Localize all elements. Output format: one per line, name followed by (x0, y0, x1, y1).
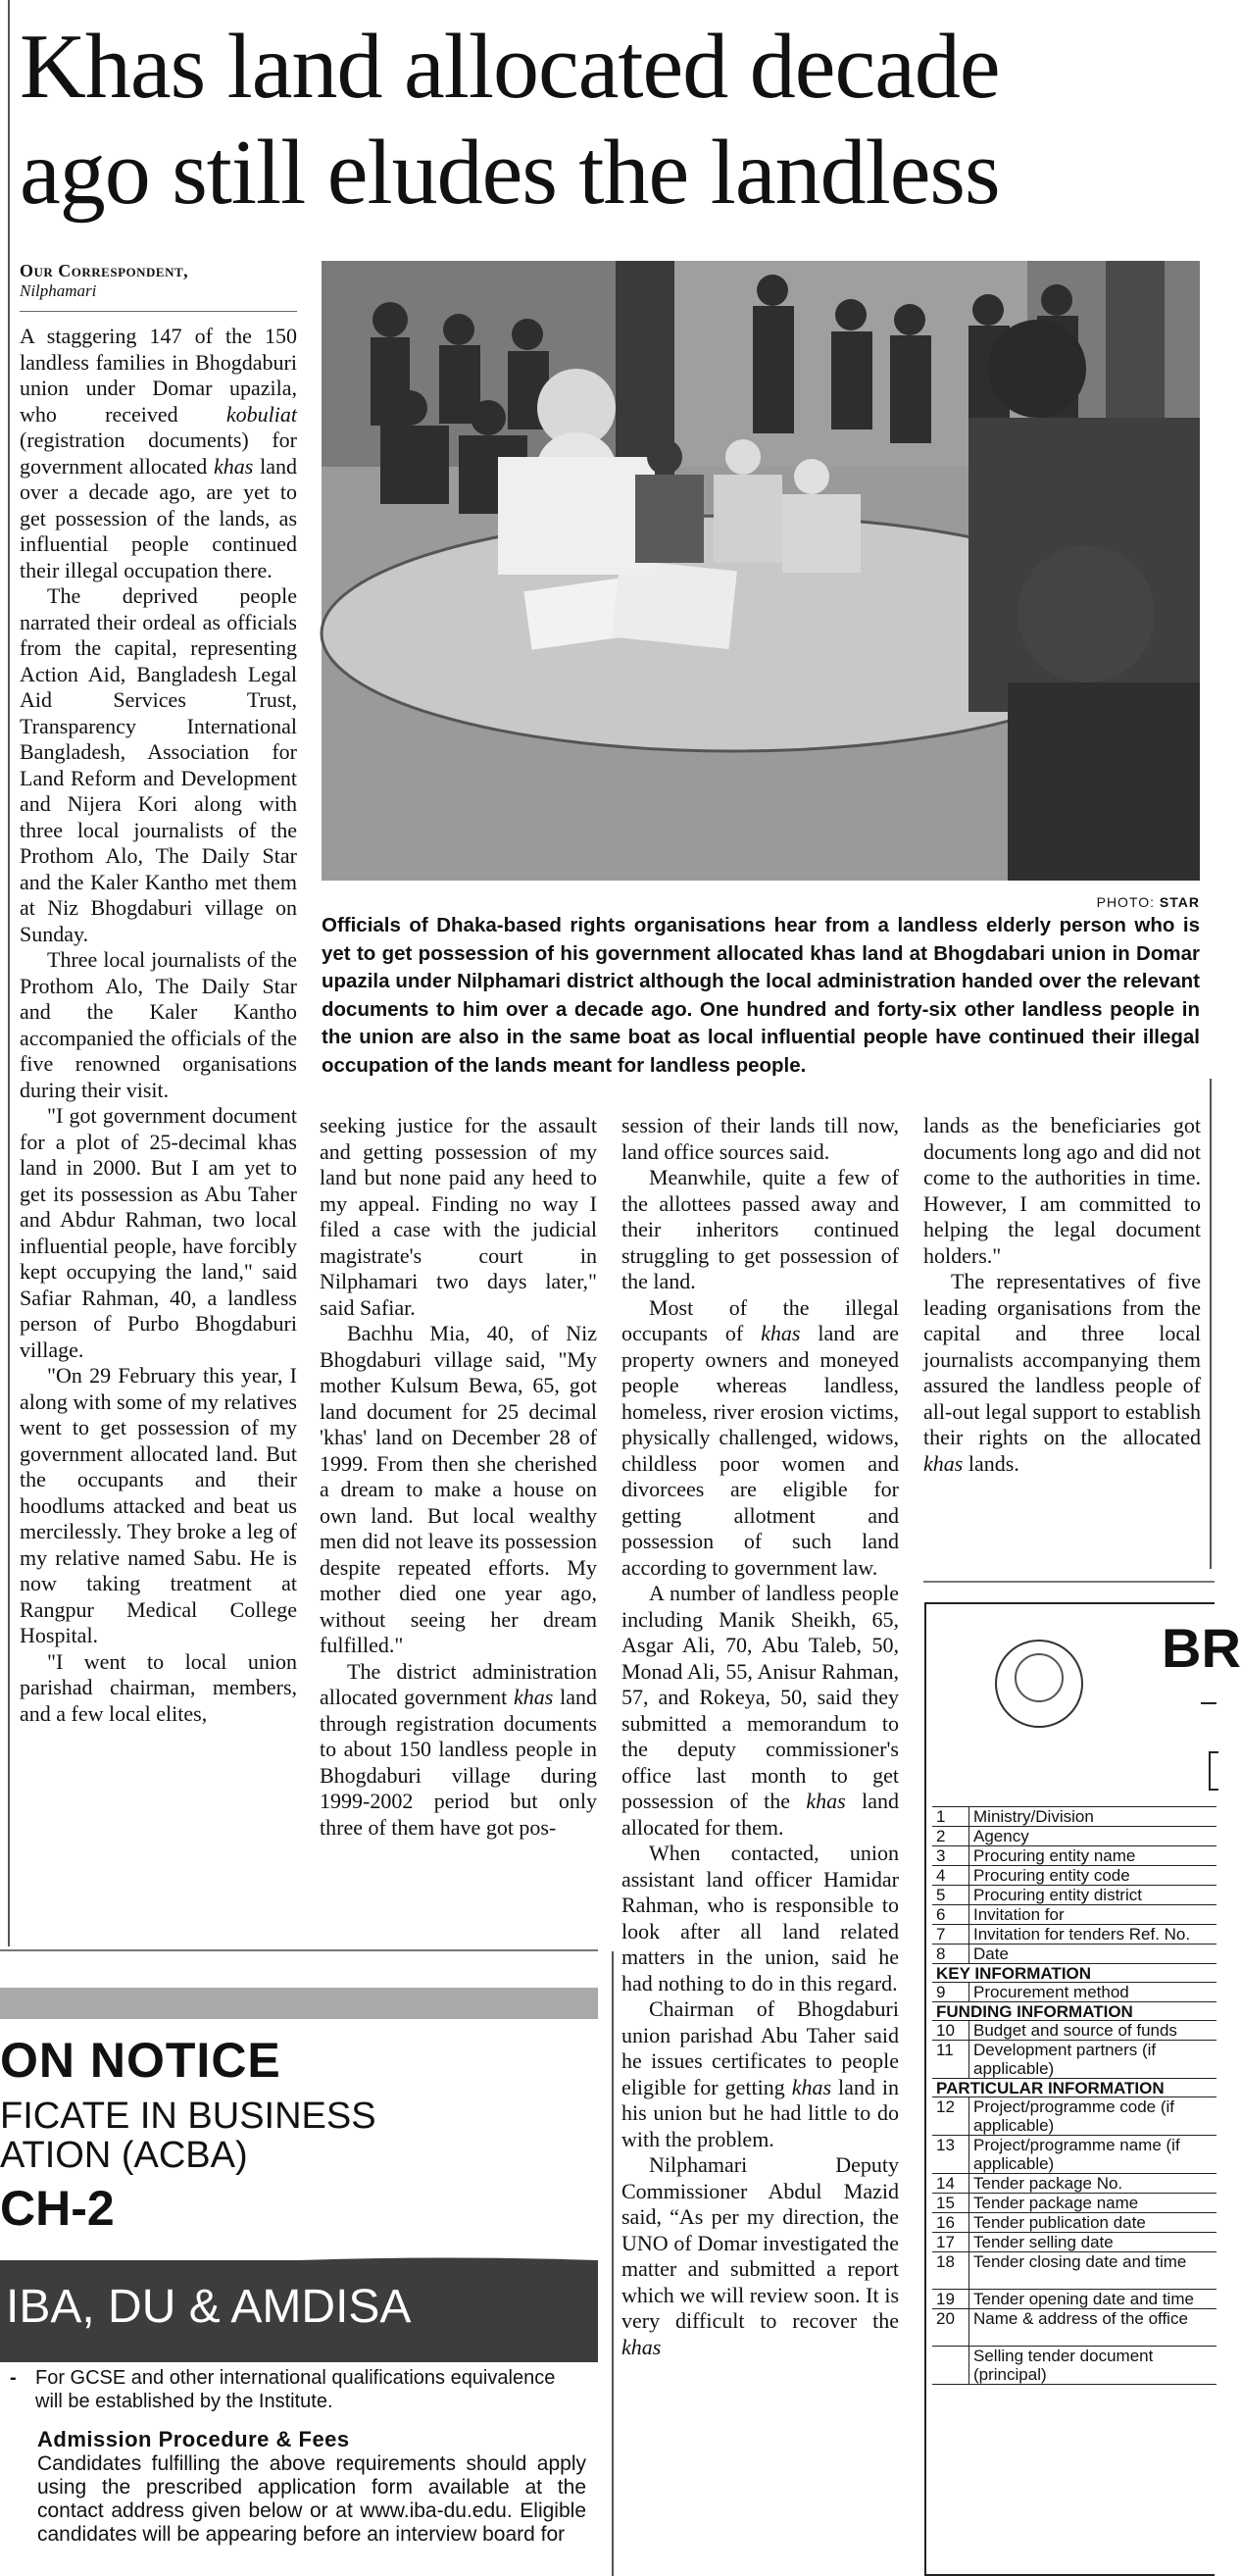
tender-row-number: 18 (932, 2252, 969, 2289)
tender-row-number: 10 (932, 2021, 969, 2040)
divider (923, 1581, 1215, 1583)
tender-row-number: 17 (932, 2233, 969, 2251)
admission-ad (0, 1988, 598, 2576)
tender-row (932, 1866, 1216, 1886)
ad-program-line-2: ATION (ACBA) (0, 2135, 248, 2176)
tender-row-number: 13 (932, 2136, 969, 2173)
tender-row-number: 5 (932, 1886, 969, 1904)
tender-row (932, 2309, 1216, 2347)
tender-section-header: KEY INFORMATION (932, 1964, 1216, 1983)
article-paragraph: session of their lands till now, land office sources said. (621, 1113, 899, 1164)
tender-row-number: 8 (932, 1945, 969, 1963)
article-paragraph: The deprived people narrated their ordeal as officials from the capital, representing Action Aid, Bangladesh Legal Aid Services Trust, Transparency International Bangladesh, Association for Land Reform and Development and Nijera Kori along with three local journalists of the Prothom Alo, The Daily Star and the Kaler Kantho met them at Niz Bhogdaburi village on Sunday. (20, 583, 297, 946)
headline-line-1: Khas land allocated decade (20, 16, 1000, 118)
tender-row (932, 1905, 1216, 1925)
photo-illustration (322, 261, 1200, 881)
tender-row-label: Procuring entity name (973, 1846, 1136, 1865)
tender-row (932, 2174, 1216, 2194)
article-paragraph: The representatives of five leading organisations from the capital and three local journalists accompanying them assured the landless people of all-out legal support to establish their rights on the allocated khas lands. (923, 1269, 1201, 1476)
article-paragraph: Bachhu Mia, 40, of Niz Bhogdaburi village said, "My mother Kulsum Bewa, 65, got land document for 25 decimal 'khas' land on December 28 of 1999. From then she cherished a dream to make a house on own land. But local wealthy men did not leave its possession despite repeated efforts. My mother died one year ago, without seeing her dream fulfilled." (320, 1321, 597, 1657)
tender-row-label: Project/programme code (if applicable) (973, 2097, 1175, 2135)
article-paragraph: A number of landless people including Manik Sheikh, 65, Asgar Ali, 70, Abu Taleb, 50, Monad Ali, 55, Anisur Rahman, 57, and Rokeya, 50, said they submitted a memorandum to the deputy commissioner's office last month to get possession of the khas land allocated for them. (621, 1581, 899, 1840)
tender-row-label: Tender opening date and time (973, 2290, 1194, 2308)
ad-paragraph: Candidates fulfilling the above requirements should apply using the prescribed application form available at the contact address given below or at www.iba-du.edu. Eligible candidates will be appearing before an interview board for (37, 2452, 586, 2546)
tender-row-number: 3 (932, 1846, 969, 1865)
tender-row-label: Procurement method (973, 1983, 1129, 2001)
article-paragraph: When contacted, union assistant land officer Hamidar Rahman, who is responsible to look after all land related matters in the union, said he had nothing to do in this regard. (621, 1841, 899, 1995)
tender-section-header: FUNDING INFORMATION (932, 2002, 1216, 2021)
article-paragraph: The district administration allocated government khas land through registration documents to about 150 landless people in Bhogdaburi village during 1999-2002 period but only three of them have got pos- (320, 1658, 597, 1840)
photo-credit: PHOTO: STAR (1096, 894, 1200, 910)
tender-row-number (932, 2347, 969, 2384)
byline-place: Nilphamari (20, 281, 97, 300)
tender-row-label: Tender selling date (973, 2233, 1114, 2251)
tender-row-label: Budget and source of funds (973, 2021, 1177, 2040)
tender-row-label: Agency (973, 1827, 1029, 1845)
tender-row-label: Tender closing date and time (973, 2252, 1187, 2271)
article-paragraph: lands as the beneficiaries got documents long ago and did not come to the authorities in time. However, I am committed to helping the legal document holders." (923, 1113, 1201, 1268)
ad-top-bar (0, 1988, 598, 2019)
tender-row-label: Name & address of the office (973, 2309, 1188, 2328)
ad-batch: CH-2 (0, 2181, 115, 2236)
headline-line-2: ago still eludes the landless (20, 122, 1000, 224)
tender-row (932, 2097, 1216, 2136)
news-photo (322, 261, 1200, 881)
byline (20, 261, 297, 312)
ad-notice-title: ON NOTICE (0, 2033, 281, 2088)
article-paragraph: "I went to local union parishad chairman, members, and a few local elites, (20, 1648, 297, 1726)
article-paragraph: seeking justice for the assault and getting possession of my land but none paid any heed to my appeal. Finding no way I filed a case with the judicial magistrate's court in Nilphamari two days later," said Safiar. (320, 1113, 597, 1320)
tender-row (932, 2021, 1216, 2041)
tender-row (932, 1807, 1216, 1827)
tender-row (932, 1983, 1216, 2002)
tender-row-number: 1 (932, 1807, 969, 1826)
tender-row (932, 1886, 1216, 1905)
article-paragraph: Nilphamari Deputy Commissioner Abdul Mazid said, “As per my direction, the UNO of Domar investigated the matter and submitted a report which we will review soon. It is very difficult to recover the khas (621, 2152, 899, 2359)
column-rule-ad (612, 1951, 614, 2576)
tender-row-number: 9 (932, 1983, 969, 2001)
tender-row-label: Project/programme name (if applicable) (973, 2136, 1180, 2173)
article-paragraph: "On 29 February this year, I along with some of my relatives went to get possession of my government allocated land. But the occupants and their hoodlums attacked and beat us mercilessly. They broke a leg of my relative named Sabu. He is now taking treatment at Rangpur Medical College Hospital. (20, 1363, 297, 1647)
tender-row-label: Procuring entity code (973, 1866, 1130, 1885)
article-paragraph: Most of the illegal occupants of khas land are property owners and moneyed people whereas landless, homeless, river erosion victims, physically challenged, widows, childless poor women and divorcees are eligible for getting allotment and possession of such land according to government law. (621, 1294, 900, 1580)
left-column-rule (8, 0, 10, 1946)
headline (20, 14, 1206, 226)
tender-notice (924, 1602, 1241, 2576)
tender-row-label: Ministry/Division (973, 1807, 1094, 1826)
tender-row (932, 2194, 1216, 2213)
tender-row-number: 19 (932, 2290, 969, 2308)
tender-row-number: 14 (932, 2174, 969, 2193)
tender-row-label: Procuring entity district (973, 1886, 1142, 1904)
tender-row (932, 1945, 1216, 1964)
ad-band-text: IBA, DU & AMDISA (6, 2281, 412, 2333)
article-paragraph: Three local journalists of the Prothom Alo, The Daily Star and the Kaler Kantho accompanied the officials of the five renowned organisations during their visit. (20, 947, 297, 1102)
tender-row-label: Tender publication date (973, 2213, 1146, 2232)
byline-author: Our Correspondent, (20, 261, 189, 280)
government-seal-icon (995, 1640, 1083, 1728)
article-paragraph: Chairman of Bhogdaburi union parishad Abu Taher said he issues certificates to people eligible for getting khas land in his union but he had little to do with the problem. (621, 1996, 899, 2151)
tender-title: BR (1162, 1617, 1241, 1679)
tender-row-number: 12 (932, 2097, 969, 2135)
tender-row-label: Date (973, 1945, 1009, 1963)
tender-row-label: Tender package No. (973, 2174, 1123, 2193)
tender-row (932, 2041, 1216, 2079)
tender-row-number: 15 (932, 2194, 969, 2212)
article-paragraph: A staggering 147 of the 150 landless families in Bhogdaburi union under Domar upazila, who received kobuliat (registration documents) for government allocated khas land over a decade ago, are yet to get possession of the lands, as influential people continued their illegal occupation there. (20, 324, 297, 582)
divider (0, 1949, 598, 1951)
tender-row (932, 2252, 1216, 2290)
tender-row-number: 7 (932, 1925, 969, 1944)
tender-section-header: PARTICULAR INFORMATION (932, 2079, 1216, 2097)
tender-row-number: 20 (932, 2309, 969, 2346)
photo-caption: Officials of Dhaka-based rights organisations hear from a landless elderly person who is yet to get possession of his government allocated khas land at Bhogdabari union in Domar upazila under Nilphamari district although the local administration handed over the relevant documents to him over a decade ago. One hundred and forty-six other landless people in the union are also in the same boat as local influential people have continued their illegal occupation of the lands meant for landless people. (322, 914, 1200, 1077)
tender-row (932, 2290, 1216, 2309)
tender-row-number: 11 (932, 2041, 969, 2078)
ad-heading: Admission Procedure & Fees (37, 2427, 350, 2451)
tender-row-label: Invitation for (973, 1905, 1065, 1924)
tender-table (932, 1806, 1216, 2385)
tender-row (932, 1925, 1216, 1945)
article-paragraph: "I got government document for a plot of 25-decimal khas land in 2000. But I am yet to get its possession as Abu Taher and Abdur Rahman, two local influential people, have forcibly kept occupying the land," said Safiar Rahman, 40, a landless person of Purbo Bhogdaburi village. (20, 1103, 297, 1362)
article-paragraph: Meanwhile, quite a few of the allottees passed away and their inheritors continued struggling to get possession of the land. (621, 1165, 899, 1293)
tender-row-label: Tender package name (973, 2194, 1139, 2212)
article-column-4 (923, 1113, 1201, 1477)
tender-row (932, 2213, 1216, 2233)
tender-row-label: Selling tender document (principal) (973, 2347, 1154, 2384)
tender-row-number: 4 (932, 1866, 969, 1885)
photo-credit-source: STAR (1159, 894, 1200, 910)
ad-bullet: - For GCSE and other international qualifications equivalence will be established by the Institute. (10, 2367, 556, 2412)
tender-row (932, 1827, 1216, 1846)
tender-row-number: 16 (932, 2213, 969, 2232)
tender-row (932, 2136, 1216, 2174)
article-column-2 (320, 1113, 597, 1841)
article-column-1 (20, 324, 297, 1727)
tender-row (932, 1846, 1216, 1866)
article-column-3 (621, 1113, 899, 2360)
tender-row-label: Invitation for tenders Ref. No. (973, 1925, 1191, 1944)
tender-row (932, 2233, 1216, 2252)
right-column-rule (1210, 1079, 1212, 1569)
ad-program-line-1: FICATE IN BUSINESS (0, 2096, 376, 2137)
tender-row-label: Development partners (if applicable) (973, 2041, 1157, 2078)
tender-row-number: 6 (932, 1905, 969, 1924)
tender-row-number: 2 (932, 1827, 969, 1845)
tender-row (932, 2347, 1216, 2385)
